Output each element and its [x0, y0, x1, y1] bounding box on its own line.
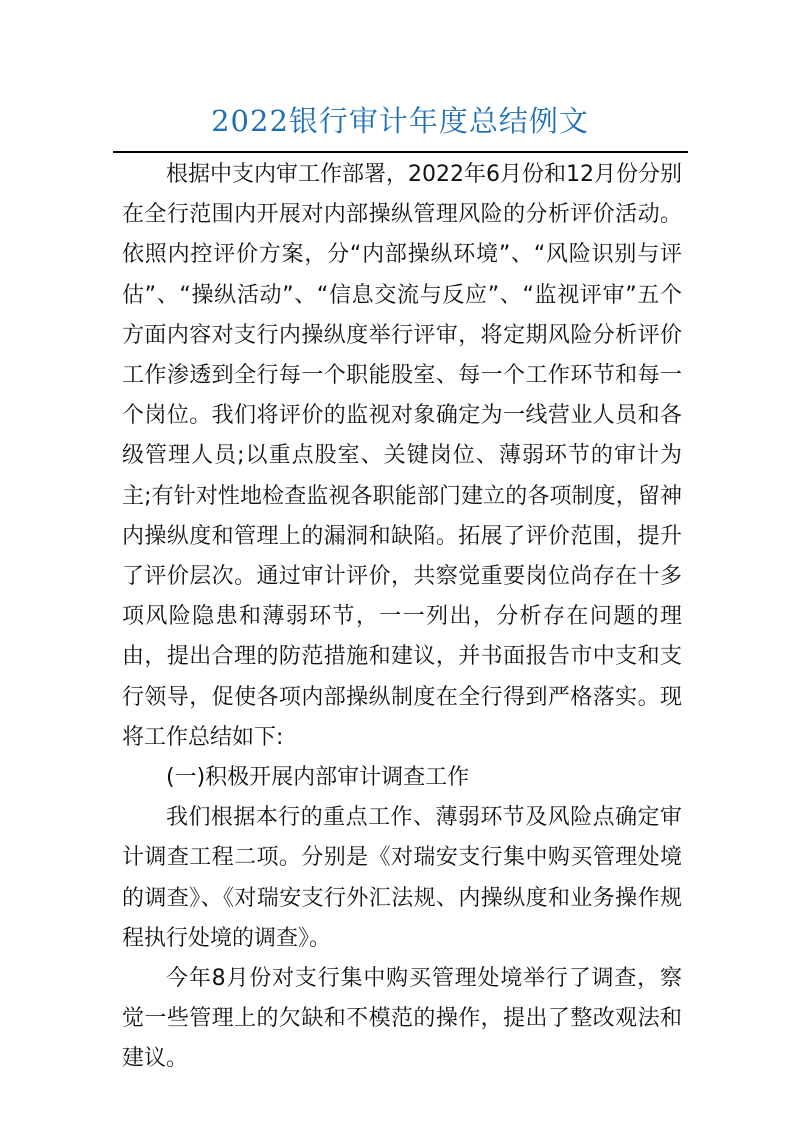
paragraph-august-survey: 今年8月份对支行集中购买管理处境举行了调查，察觉一些管理上的欠缺和不模范的操作，提出了整改观法和建议。	[122, 966, 682, 1072]
section-heading-audit-survey: (一)积极开展内部审计调查工作	[166, 765, 470, 791]
title-divider	[113, 151, 688, 153]
paragraph-intro: 根据中支内审工作部署，2022年6月份和12月份分别在全行范围内开展对内部操纵管理风险的分析评价活动。依照内控评价方案，分“内部操纵环境”、“风险识别与评估”、“操纵活动”、“信息交流与反应”、“监视评审”五个方面内容对支行内操纵度举行评审，将定期风险分析评价工作渗透到全行每一个职能股室、每一个工作环节和每一个岗位。我们将评价的监视对象确定为一线营业人员和各级管理人员;以重点股室、关键岗位、薄弱环节的审计为主;有针对性地检查监视各职能部门建立的各项制度，留神内操纵度和管理上的漏洞和缺陷。拓展了评价范围，提升了评价层次。通过审计评价，共察觉重要岗位尚存在十多项风险隐患和薄弱环节，一一列出，分析存在问题的理由，提出合理的防范措施和建议，并书面报告市中支和支行领导，促使各项内部操纵制度在全行得到严格落实。现将工作总结如下:	[122, 162, 682, 750]
document-title: 2022银行审计年度总结例文	[211, 104, 589, 138]
document-body	[122, 155, 682, 1080]
paragraph-survey-projects: 我们根据本行的重点工作、薄弱环节及风险点确定审计调查工程二项。分别是《对瑞安支行集中购买管理处境的调查》、《对瑞安支行外汇法规、内操纵度和业务操作规程执行处境的调查》。	[122, 805, 682, 951]
